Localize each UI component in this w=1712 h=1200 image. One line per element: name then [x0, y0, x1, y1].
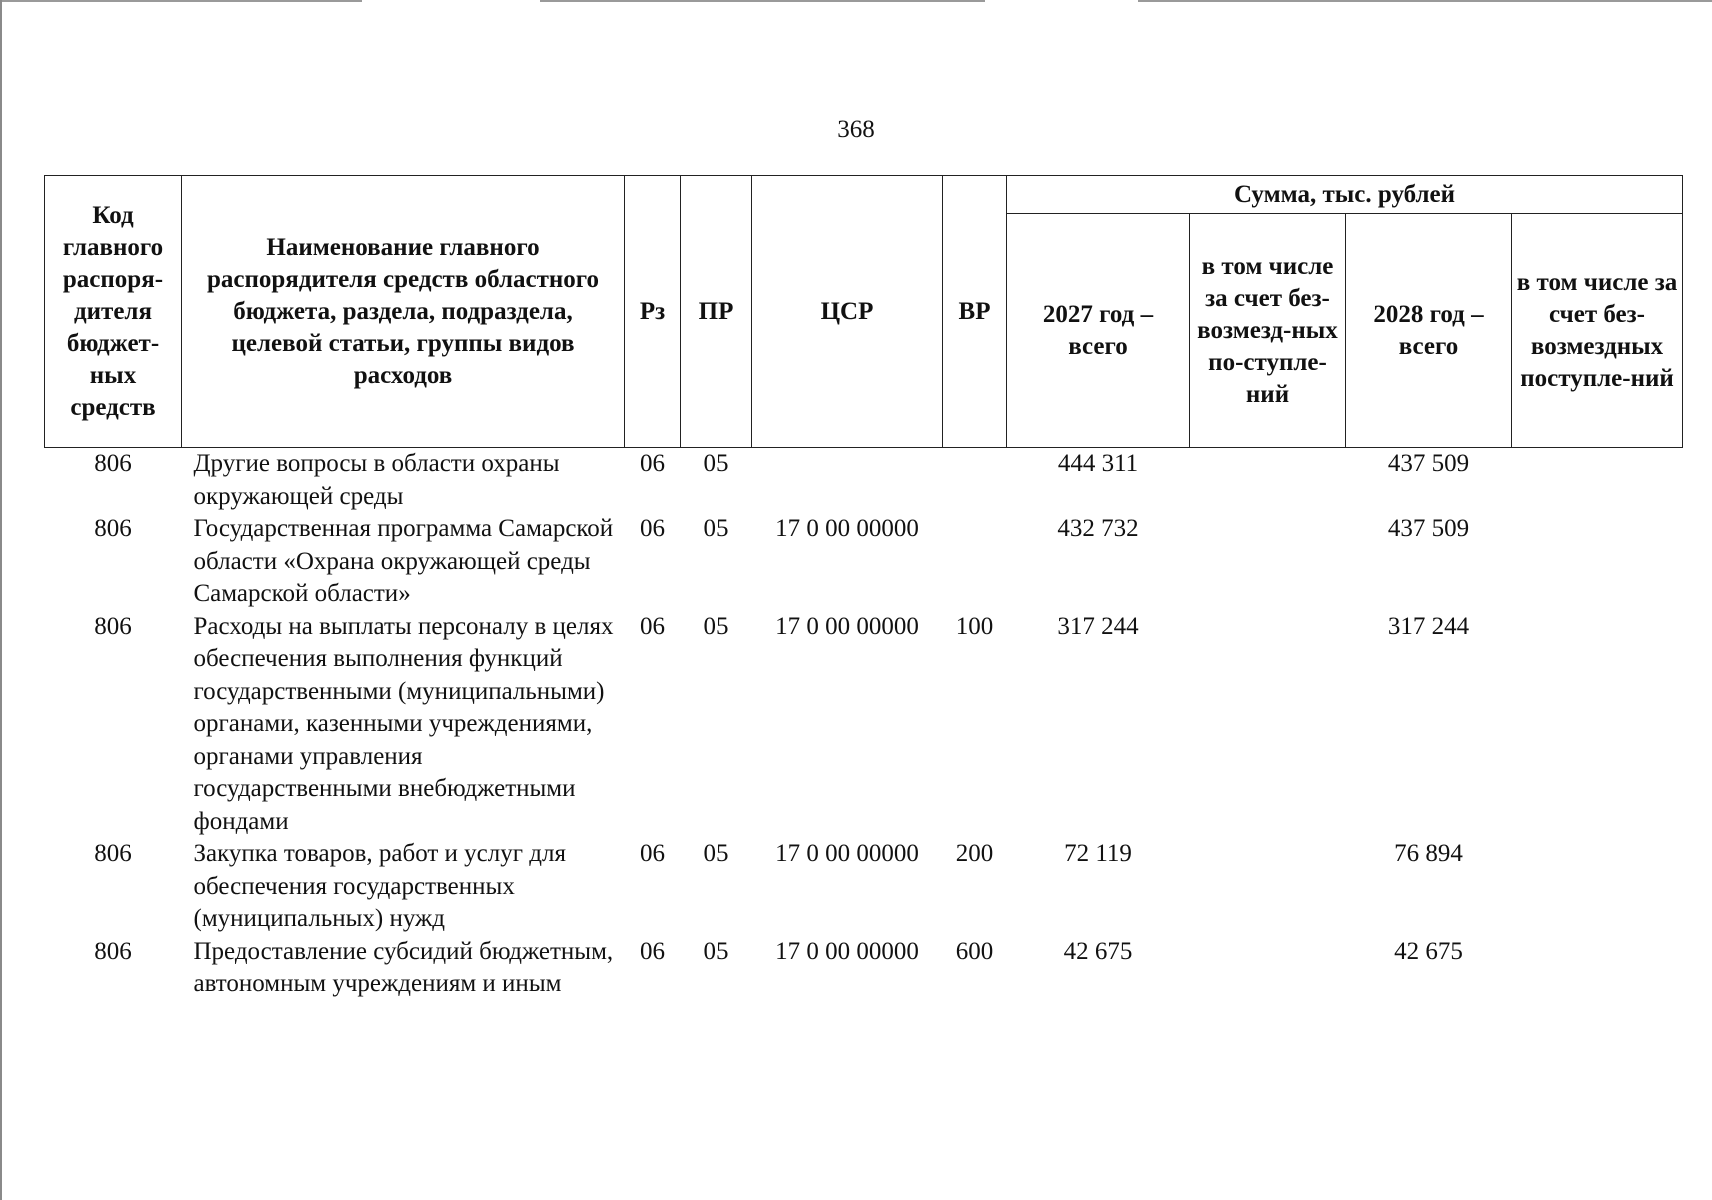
row-csr — [752, 448, 943, 514]
row-pr: 05 — [703, 937, 729, 965]
row-2027-grants — [1190, 936, 1346, 1001]
header-vr: ВР — [943, 176, 1007, 448]
row-csr: 17 0 00 00000 — [775, 515, 919, 542]
row-pr: 05 — [703, 515, 729, 542]
row-2027-grants — [1190, 838, 1346, 936]
row-rz: 06 — [640, 937, 665, 965]
row-rz: 06 — [640, 840, 665, 867]
row-2028-total: 42 675 — [1394, 937, 1463, 965]
row-name: Предоставление субсидий бюджетным, автономным учреждениям и иным — [193, 937, 614, 997]
row-2028-grants — [1512, 448, 1683, 514]
scan-edge-top-middle — [540, 0, 985, 2]
scan-edge-top-left — [0, 0, 362, 2]
row-code: 806 — [94, 450, 132, 477]
row-2027-total: 432 732 — [1057, 515, 1139, 542]
row-rz: 06 — [640, 612, 665, 640]
table-row — [45, 936, 1683, 1001]
row-vr — [943, 513, 1007, 611]
header-pr: ПР — [681, 176, 752, 448]
row-rz: 06 — [640, 450, 665, 477]
table-body — [45, 448, 1683, 1001]
row-name: Государственная программа Самарской области «Охрана окружающей среды Самарской области» — [193, 515, 614, 607]
table-row — [45, 611, 1683, 839]
header-2027-total: 2027 год – всего — [1007, 214, 1190, 448]
row-pr: 05 — [703, 840, 729, 867]
page-number: 368 — [837, 116, 875, 143]
row-pr: 05 — [703, 612, 729, 640]
row-2028-total: 76 894 — [1394, 840, 1463, 867]
table-row — [45, 838, 1683, 936]
row-2028-grants — [1512, 838, 1683, 936]
row-name: Закупка товаров, работ и услуг для обеспечения государственных (муниципальных) нужд — [193, 840, 566, 932]
header-name: Наименование главного распорядителя средств областного бюджета, раздела, подраздела, целевой статьи, группы видов расходов — [182, 176, 625, 448]
row-vr — [943, 448, 1007, 514]
table-row — [45, 513, 1683, 611]
budget-table — [44, 175, 1683, 1001]
row-2028-grants — [1512, 611, 1683, 839]
row-2028-total: 317 244 — [1387, 612, 1470, 640]
row-2028-total: 437 509 — [1387, 450, 1470, 477]
header-csr: ЦСР — [752, 176, 943, 448]
table-row — [45, 448, 1683, 514]
header-code: Код главного распоря-дителя бюджет-ных средств — [45, 176, 182, 448]
row-code: 806 — [94, 937, 132, 965]
row-code: 806 — [94, 612, 132, 640]
row-csr: 17 0 00 00000 — [775, 937, 919, 965]
row-2028-total: 437 509 — [1387, 515, 1470, 542]
scan-edge-top-right — [1138, 0, 1712, 2]
header-2027-grants: в том числе за счет без-возмезд-ных по-ступле-ний — [1190, 214, 1346, 448]
row-2027-grants — [1190, 611, 1346, 839]
row-2027-total: 72 119 — [1064, 840, 1132, 867]
header-sum-group: Сумма, тыс. рублей — [1007, 176, 1683, 214]
row-code: 806 — [94, 515, 132, 542]
row-2028-grants — [1512, 513, 1683, 611]
header-2028-total: 2028 год – всего — [1346, 214, 1512, 448]
row-2027-grants — [1190, 513, 1346, 611]
row-code: 806 — [94, 840, 132, 867]
row-2028-grants — [1512, 936, 1683, 1001]
row-2027-total: 444 311 — [1057, 450, 1139, 477]
row-2027-total: 42 675 — [1063, 937, 1133, 965]
row-name: Другие вопросы в области охраны окружающей среды — [193, 450, 560, 510]
row-vr: 100 — [955, 612, 994, 640]
header-2028-grants: в том числе за счет без-возмездных поступле-ний — [1512, 214, 1683, 448]
row-rz: 06 — [640, 515, 665, 542]
row-2027-grants — [1190, 448, 1346, 514]
header-rz: Рз — [625, 176, 681, 448]
row-name: Расходы на выплаты персоналу в целях обеспечения выполнения функций государственными (муниципальными) органами, казенными учреждениями, органами управления государственными внебюджетными фондами — [193, 612, 614, 835]
row-vr: 200 — [955, 840, 994, 867]
row-csr: 17 0 00 00000 — [775, 840, 919, 867]
row-vr: 600 — [955, 937, 994, 965]
scan-edge-left — [0, 0, 2, 1200]
row-pr: 05 — [703, 450, 729, 477]
row-csr: 17 0 00 00000 — [775, 612, 919, 640]
row-2027-total: 317 244 — [1057, 612, 1139, 640]
